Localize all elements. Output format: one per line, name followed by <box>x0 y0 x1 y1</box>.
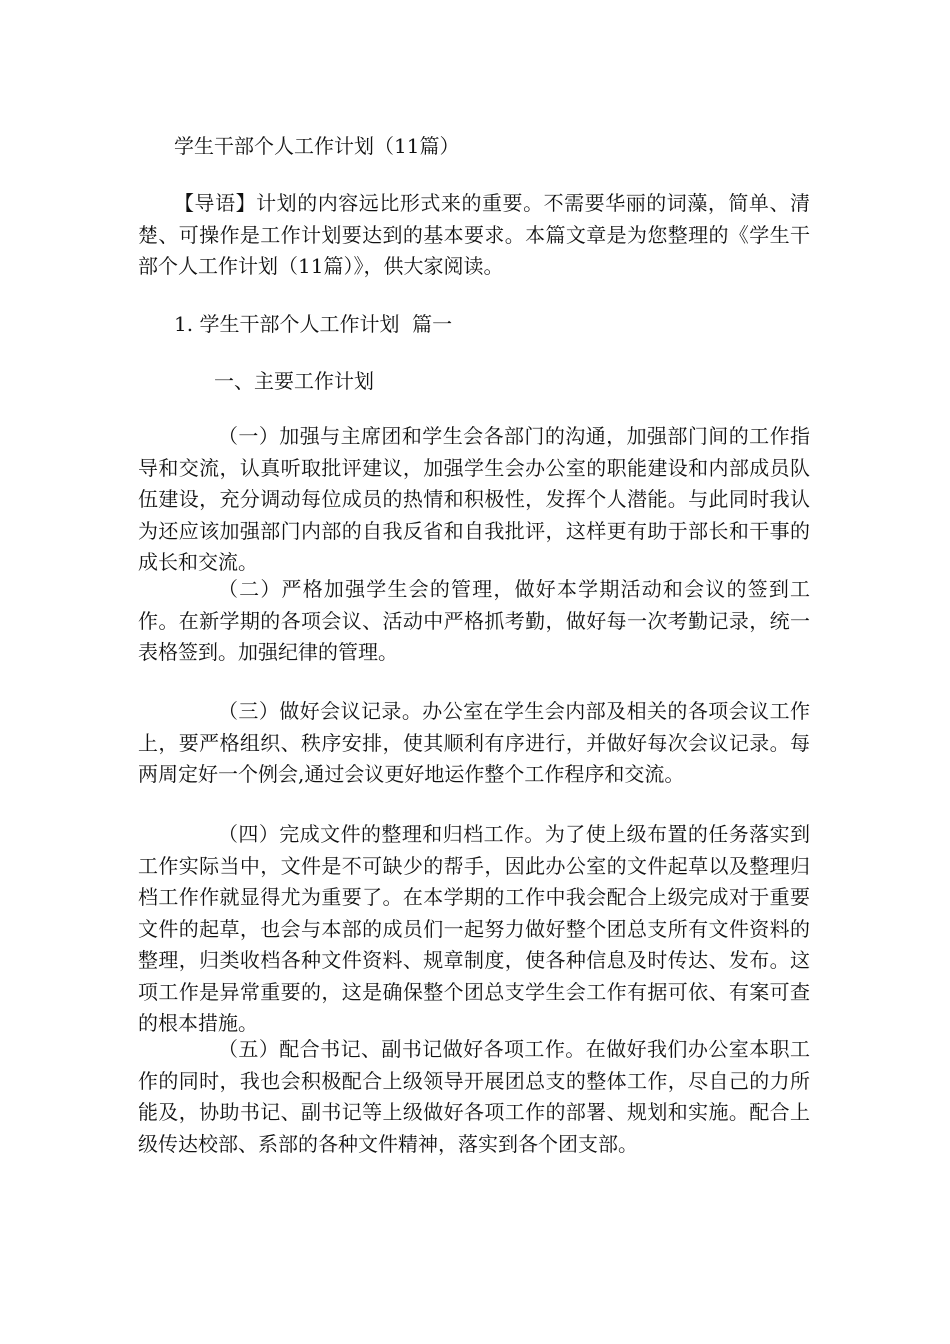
paragraph-1: （一）加强与主席团和学生会各部门的沟通，加强部门间的工作指导和交流，认真听取批评建议，加强学生会办公室的职能建设和内部成员队伍建设，充分调动每位成员的热情和积极性，发挥个人潜能。与此同时我认为还应该加强部门内部的自我反省和自我批评，这样更有助于部长和干事的成长和交流。 <box>138 424 810 574</box>
paragraph-3: （三）做好会议记录。办公室在学生会内部及相关的各项会议工作上，要严格组织、秩序安排，使其顺利有序进行，并做好每次会议记录。每两周定好一个例会,通过会议更好地运作整个工作程序和交流。 <box>138 699 810 786</box>
section-heading: 1. 学生干部个人工作计划 篇一 <box>174 312 453 336</box>
paragraph-5: （五）配合书记、副书记做好各项工作。在做好我们办公室本职工作的同时，我也会积极配合上级领导开展团总支的整体工作，尽自己的力所能及，协助书记、副书记等上级做好各项工作的部署、规划和实施。配合上级传达校部、系部的各种文件精神，落实到各个团支部。 <box>138 1037 810 1156</box>
paragraph-4: （四）完成文件的整理和归档工作。为了使上级布置的任务落实到工作实际当中，文件是不可缺少的帮手，因此办公室的文件起草以及整理归档工作作就显得尤为重要了。在本学期的工作中我会配合上级完成对于重要文件的起草，也会与本部的成员们一起努力做好整个团总支所有文件资料的整理，归类收档各种文件资料、规章制度，使各种信息及时传达、发布。这项工作是异常重要的，这是确保整个团总支学生会工作有据可依、有案可查的根本措施。 <box>138 822 810 1035</box>
document-title: 学生干部个人工作计划（11篇） <box>174 134 460 158</box>
subheading: 一、主要工作计划 <box>214 369 374 393</box>
intro-paragraph: 【导语】计划的内容远比形式来的重要。不需要华丽的词藻，简单、清楚、可操作是工作计划要达到的基本要求。本篇文章是为您整理的《学生干部个人工作计划（11篇）》，供大家阅读。 <box>138 191 810 278</box>
paragraph-2: （二）严格加强学生会的管理，做好本学期活动和会议的签到工作。在新学期的各项会议、活动中严格抓考勤，做好每一次考勤记录，统一表格签到。加强纪律的管理。 <box>138 577 810 664</box>
